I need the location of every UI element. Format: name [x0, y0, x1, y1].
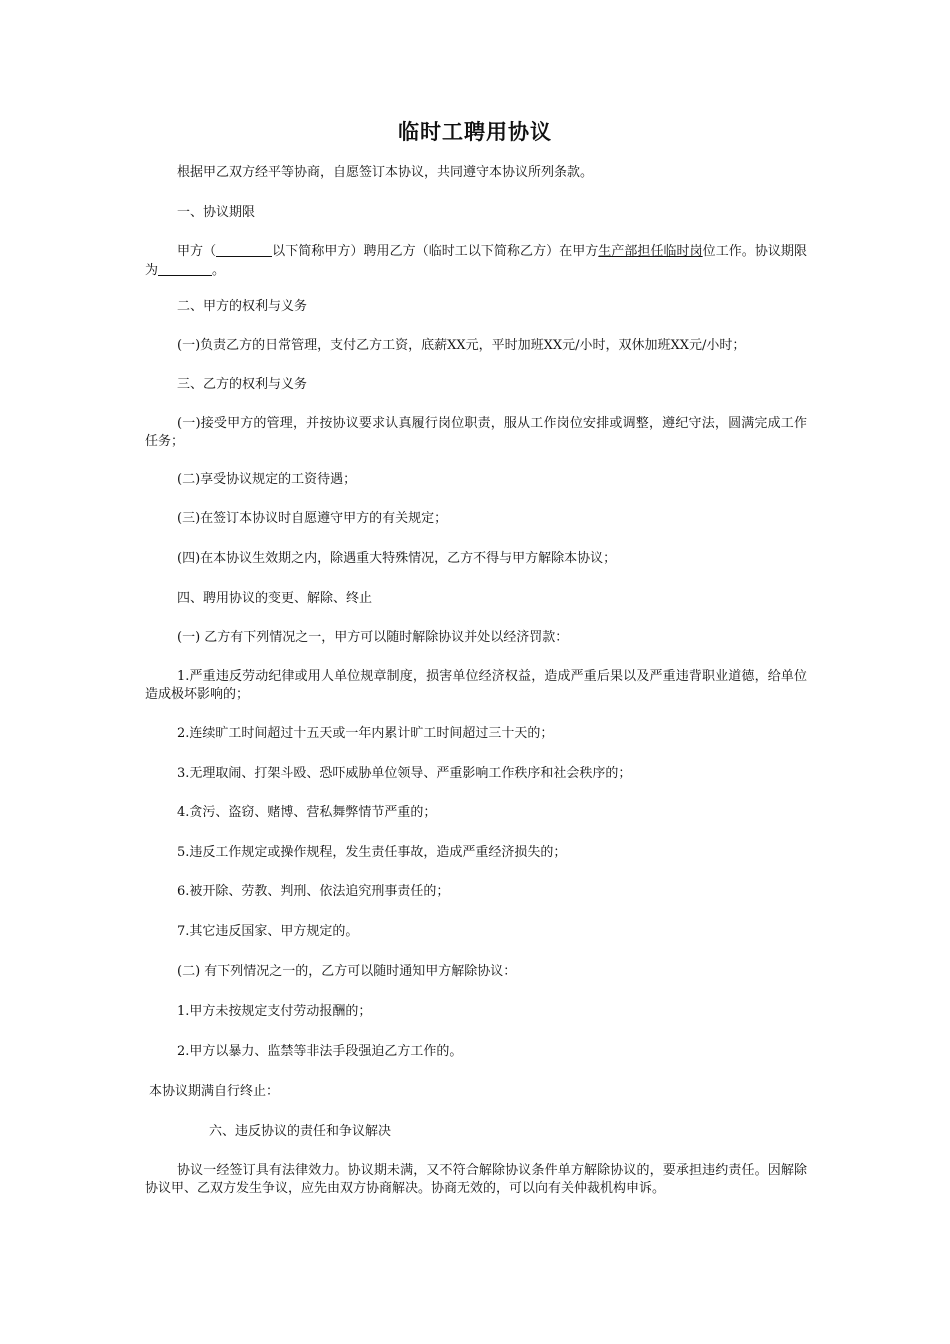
section-2-item-1: (一)负责乙方的日常管理，支付乙方工资，底薪XX元，平时加班XX元/小时，双休加班XX元/小时； — [177, 338, 746, 353]
agreement-expiry-line: 本协议期满自行终止： — [149, 1084, 280, 1099]
section-4-sub-1-item: 7.其它违反国家、甲方规定的。 — [177, 924, 359, 939]
section-4-sub-2-item: 2.甲方以暴力、监禁等非法手段强迫乙方工作的。 — [177, 1044, 463, 1059]
section-1-heading: 一、协议期限 — [177, 205, 256, 220]
section-4-sub-1-item: 6.被开除、劳教、判刑、依法追究刑事责任的； — [177, 884, 450, 899]
party-a-name-blank — [216, 242, 272, 257]
document-title: 临时工聘用协议 — [398, 120, 552, 144]
intro-paragraph: 根据甲乙双方经平等协商，自愿签订本协议，共同遵守本协议所列条款。 — [177, 165, 594, 180]
term-blank — [158, 261, 212, 276]
section-4-sub-2: (二) 有下列情况之一的，乙方可以随时通知甲方解除协议： — [177, 964, 517, 979]
section-4-sub-2-item: 1.甲方未按规定支付劳动报酬的； — [177, 1004, 372, 1019]
section-3-item-4: (四)在本协议生效期之内，除遇重大特殊情况，乙方不得与甲方解除本协议； — [177, 551, 617, 566]
s1-position-underlined: 生产部担任临时岗 — [598, 244, 703, 259]
section-6-paragraph: 协议一经签订具有法律效力。协议期未满，又不符合解除协议条件单方解除协议的，要承担违约责任。因解除协议甲、乙双方发生争议，应先由双方协商解决。协商无效的，可以向有关仲裁机构申诉。 — [145, 1163, 807, 1196]
section-3-item-2: (二)享受协议规定的工资待遇； — [177, 472, 357, 487]
section-4-heading: 四、聘用协议的变更、解除、终止 — [177, 591, 373, 606]
section-3-item-1: (一)接受甲方的管理，并按协议要求认真履行岗位职责，服从工作岗位安排或调整，遵纪守法，圆满完成工作任务； — [145, 416, 807, 449]
section-3-heading: 三、乙方的权利与义务 — [177, 377, 308, 392]
section-4-sub-1-item: 5.违反工作规定或操作规程，发生责任事故，造成严重经济损失的； — [177, 845, 567, 860]
s1-text-2: 以下简称甲方）聘用乙方（临时工以下简称乙方）在甲方 — [272, 244, 599, 259]
section-1-paragraph — [145, 242, 807, 280]
section-4-sub-1-item: 4.贪污、盗窃、赌博、营私舞弊情节严重的； — [177, 805, 437, 820]
section-4-sub-1: (一) 乙方有下列情况之一，甲方可以随时解除协议并处以经济罚款： — [177, 630, 569, 645]
section-4-sub-1-item: 1.严重违反劳动纪律或用人单位规章制度，损害单位经济权益，造成严重后果以及严重违背职业道德，给单位造成极坏影响的； — [145, 669, 807, 702]
section-3-item-3: (三)在签订本协议时自愿遵守甲方的有关规定； — [177, 511, 448, 526]
s1-text-3: 位工作。协议期限为 — [145, 244, 807, 278]
section-4-sub-1-item: 3.无理取闹、打架斗殴、恐吓威胁单位领导、严重影响工作秩序和社会秩序的； — [177, 766, 632, 781]
section-6-heading: 六、违反协议的责任和争议解决 — [209, 1124, 392, 1139]
section-4-sub-1-item: 2.连续旷工时间超过十五天或一年内累计旷工时间超过三十天的； — [177, 726, 554, 741]
s1-text-4: 。 — [212, 263, 226, 278]
section-2-heading: 二、甲方的权利与义务 — [177, 299, 308, 314]
s1-text-1: 甲方（ — [177, 244, 217, 259]
